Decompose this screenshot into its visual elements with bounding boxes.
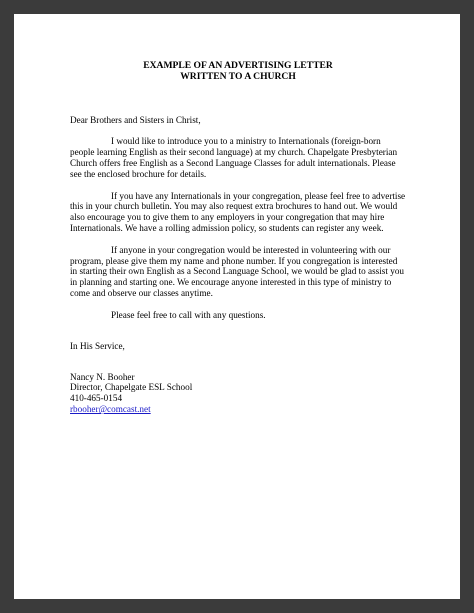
letter-content: [70, 60, 406, 415]
signature-phone: 410-465-0154: [70, 393, 123, 404]
document-title: [70, 60, 406, 82]
signature-name: Nancy N. Booher: [70, 371, 135, 382]
title-line-1: EXAMPLE OF AN ADVERTISING LETTER: [143, 60, 333, 71]
letter-page: [14, 14, 460, 599]
signature-title: Director, Chapelgate ESL School: [70, 382, 193, 393]
signature-block: [70, 372, 406, 416]
paragraph-volunteer: If anyone in your congregation would be interested in volunteering with our program, please give them my name and phone number. If you congregation is interested in starting their own English as a Second Language School, we would be glad to assist you in planning and starting one. We encourage anyone interested in this type of ministry to come and observe our classes anytime.: [70, 244, 405, 299]
signature-email-link[interactable]: rbooher@comcast.net: [70, 404, 151, 415]
paragraph-introduction: I would like to introduce you to a ministry to Internationals (foreign-born people learning English as their second language) at my church. Chapelgate Presbyterian Church offers free English as a Second Language Classes for adult internationals. Please see the enclosed brochure for details.: [70, 136, 398, 180]
paragraph-advertise: If you have any Internationals in your congregation, please feel free to advertise this in your church bulletin. You may also request extra brochures to hand out. We would also encourage you to give them to any employers in your congregation that may hire Internationals. We have a rolling admission policy, so students can register any week.: [70, 190, 406, 234]
paragraph-questions: Please feel free to call with any questions.: [111, 309, 266, 320]
title-line-2: WRITTEN TO A CHURCH: [180, 71, 296, 82]
closing: In His Service,: [70, 340, 125, 351]
salutation: Dear Brothers and Sisters in Christ,: [70, 115, 201, 125]
